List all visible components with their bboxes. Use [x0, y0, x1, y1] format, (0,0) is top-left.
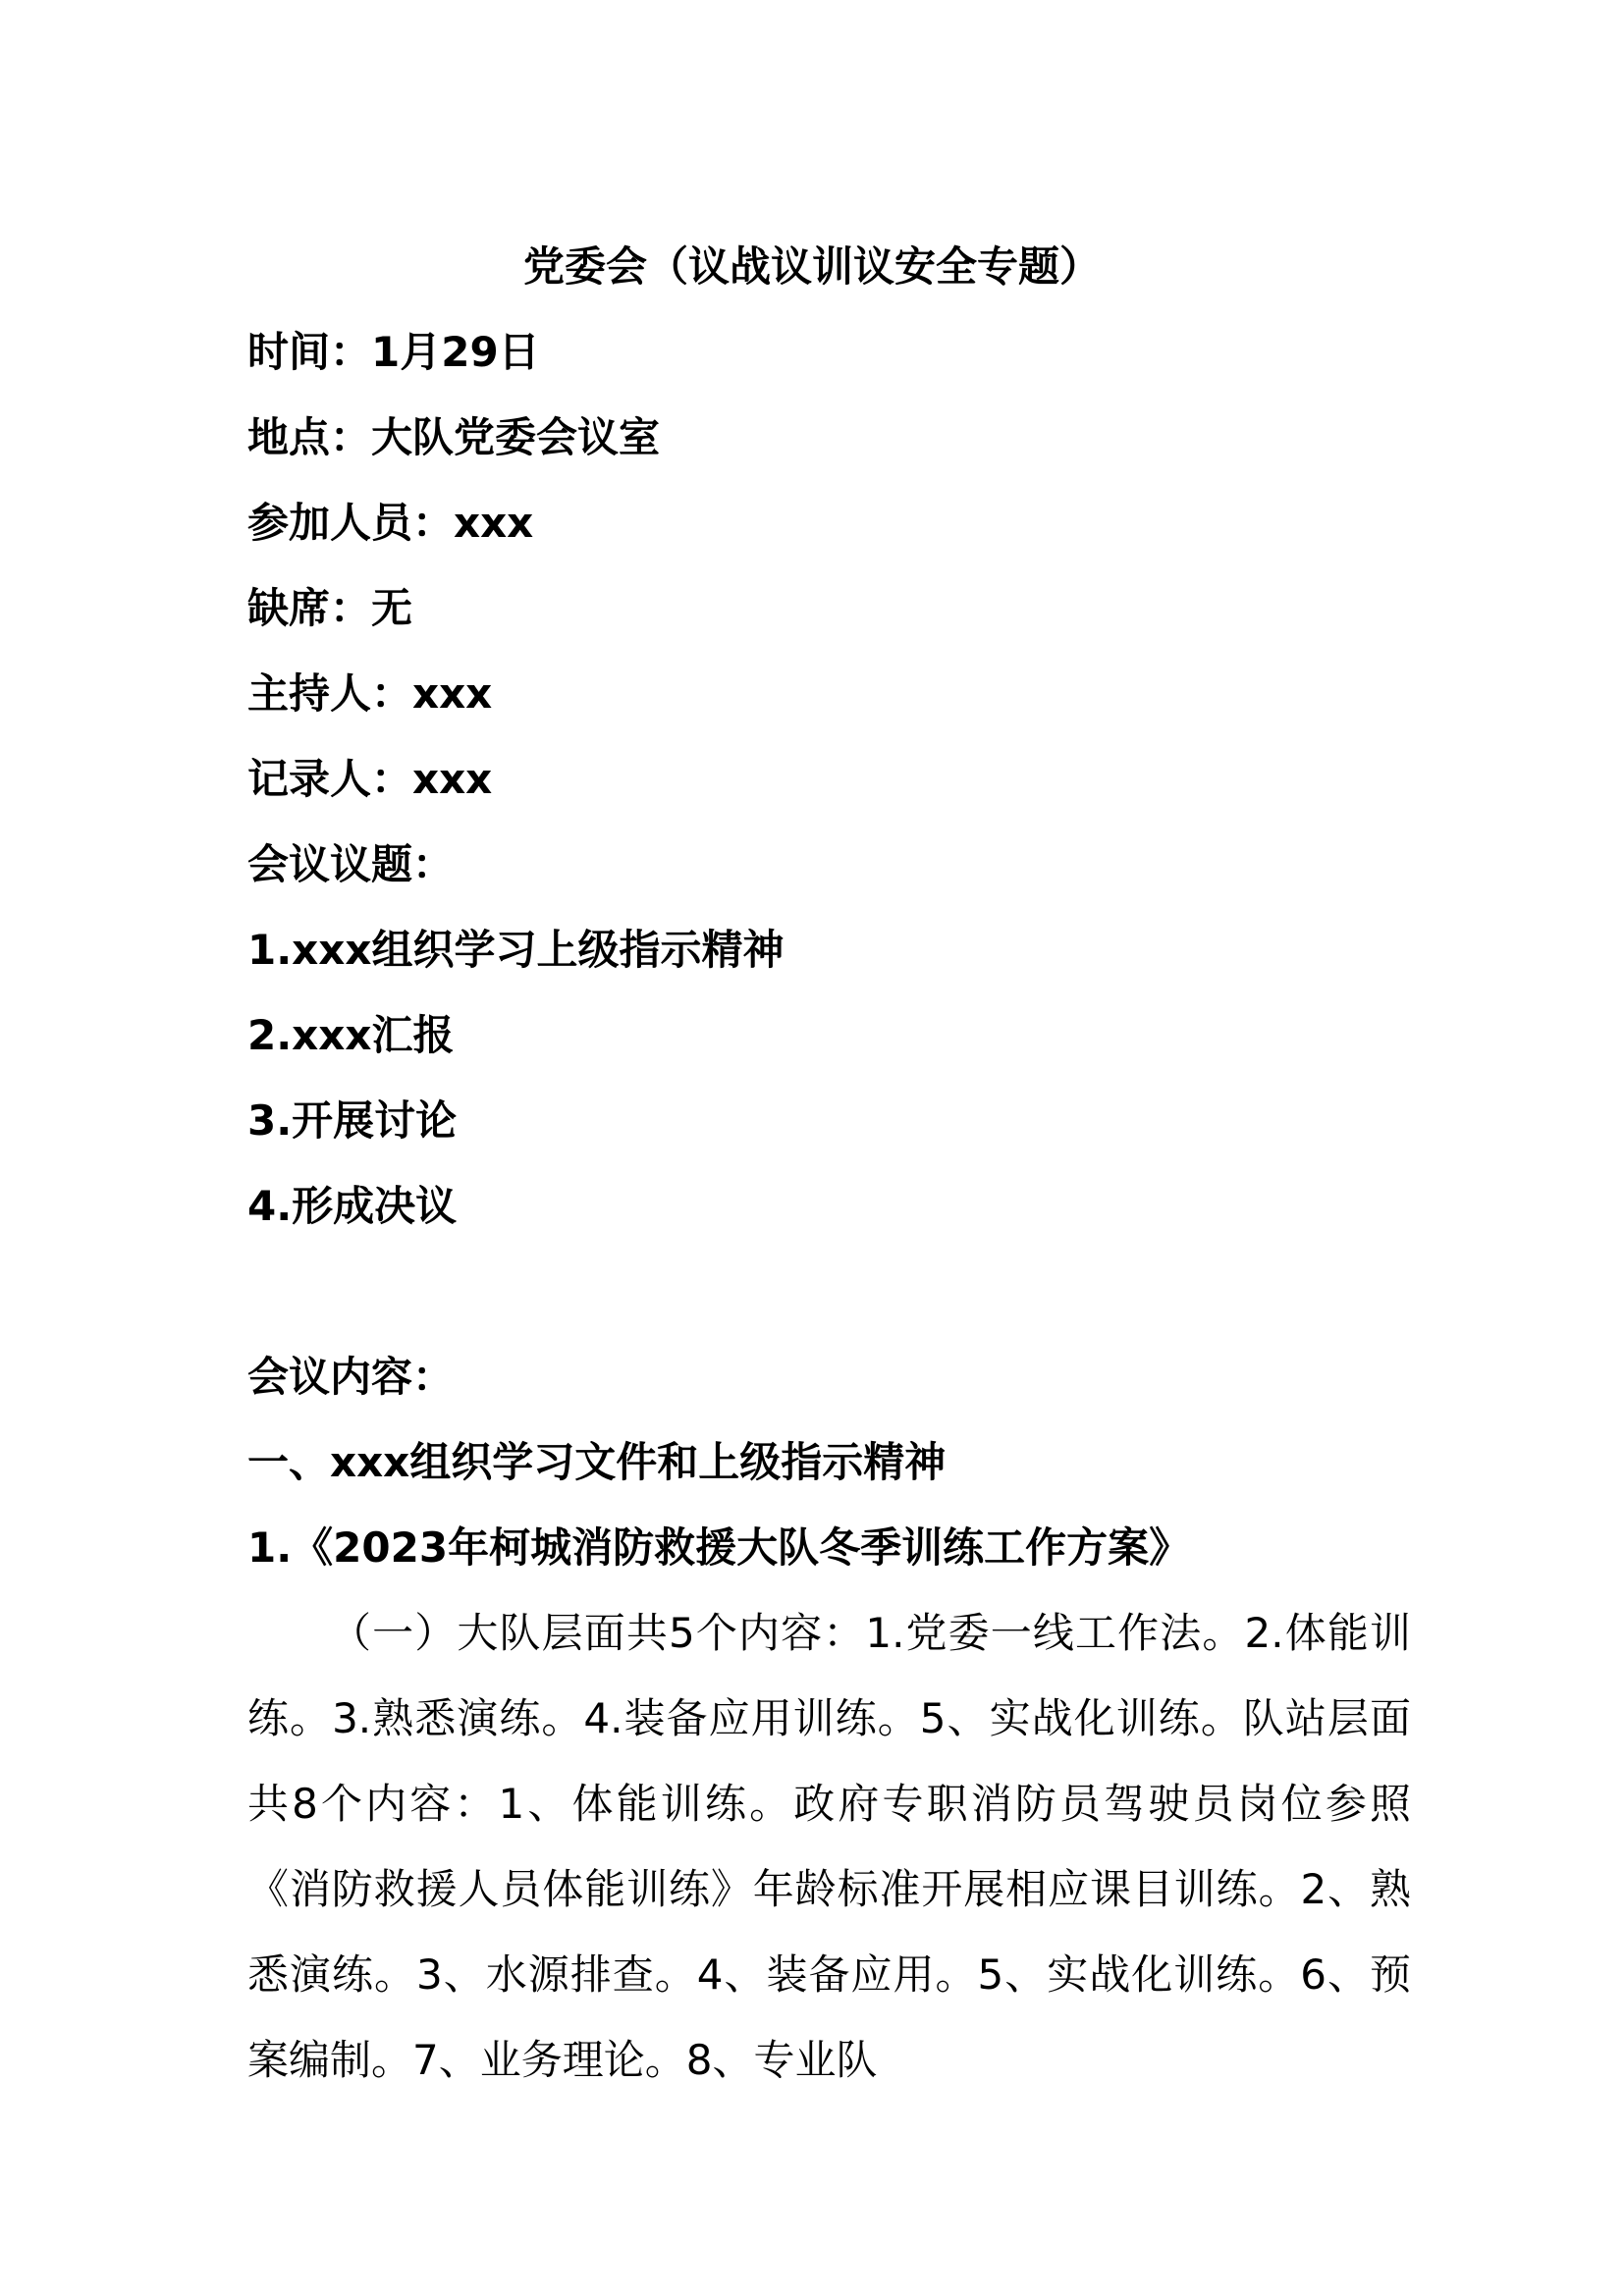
section-heading: 一、xxx组织学习文件和上级指示精神	[247, 1438, 947, 1486]
blank-line	[247, 1249, 1406, 1334]
document-content	[247, 224, 1411, 2103]
meeting-recorder: 记录人：xxx	[247, 755, 493, 803]
agenda-item: 4.形成决议	[247, 1182, 458, 1230]
meeting-time: 时间：1月29日	[247, 328, 540, 376]
meeting-location: 地点：大队党委会议室	[247, 413, 661, 461]
meeting-host: 主持人：xxx	[247, 669, 493, 718]
body-paragraph: （一）大队层面共5个内容：1.党委一线工作法。2.体能训练。3.熟悉演练。4.装备应用训练。5、实战化训练。队站层面共8个内容：1、体能训练。政府专职消防员驾驶员岗位参照《消防救援人员体能训练》年龄标准开展相应课目训练。2、熟悉演练。3、水源排查。4、装备应用。5、实战化训练。6、预案编制。7、业务理论。8、专业队	[247, 1609, 1411, 2084]
meeting-absentees: 缺席：无	[247, 584, 413, 632]
agenda-heading: 会议议题：	[247, 840, 455, 888]
agenda-item: 2.xxx汇报	[247, 1011, 455, 1059]
subsection-heading: 1.《2023年柯城消防救援大队冬季训练工作方案》	[247, 1523, 1191, 1572]
document-title: 党委会（议战议训议安全专题）	[522, 242, 1101, 291]
meeting-attendees: 参加人员：xxx	[247, 499, 534, 547]
agenda-item: 1.xxx组织学习上级指示精神	[247, 926, 785, 974]
content-heading: 会议内容：	[247, 1353, 455, 1401]
agenda-item: 3.开展讨论	[247, 1096, 458, 1145]
